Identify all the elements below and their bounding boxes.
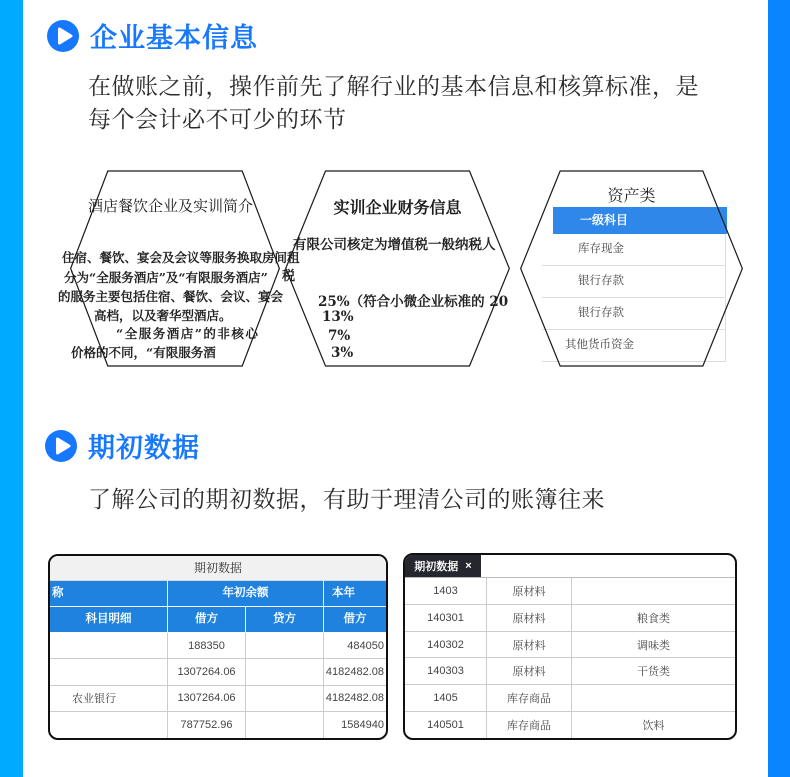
column-header: 贷方 (246, 607, 324, 632)
cell-debit: 1307264.06 (168, 686, 246, 711)
hexagon-text-line: 有限公司核定为增值税一般纳税人 (293, 237, 496, 253)
initial-data-accounts-table (403, 553, 737, 740)
cell-code: 1403 (405, 578, 487, 604)
cell-code: 140501 (405, 712, 487, 738)
section-header-initial-data (45, 426, 200, 465)
cell-credit (246, 659, 324, 684)
table-row (405, 632, 735, 659)
table-row (405, 605, 735, 632)
cell-name: 原材料 (487, 578, 572, 604)
right-accent-strip (768, 0, 790, 777)
hexagon-asset-accounts (520, 170, 743, 367)
table-row (405, 578, 735, 605)
hexagon-text-line: 税 (282, 269, 296, 284)
cell-account (50, 712, 168, 738)
hexagon-text-line: 25%（符合小微企业标准的 20 (318, 294, 509, 310)
cell-debit2: 4182482.08 (325, 665, 384, 678)
column-header: 本年 (332, 587, 355, 599)
cell-name: 库存商品 (487, 712, 572, 738)
table-header-row-groups (50, 581, 386, 607)
cell-category: 饮料 (642, 720, 665, 733)
table-row (50, 633, 386, 659)
column-header: 借方 (343, 613, 367, 625)
hexagon-text-line: 分为“全服务酒店”及“有限服务酒店” (64, 270, 268, 285)
hexagon-text-line: 3% (331, 345, 354, 361)
cell-category: 干货类 (637, 666, 670, 679)
cell-category: 粮食类 (637, 612, 670, 625)
hexagon-text-line: 价格的不同，“有限服务酒 (71, 345, 216, 360)
column-header: 借方 (168, 607, 246, 632)
cell-credit (246, 686, 324, 711)
hexagon-title: 实训企业财务信息 (333, 198, 462, 217)
description-line: 每个会计必不可少的环节 (88, 106, 347, 132)
table-title: 期初数据 (50, 556, 386, 581)
table-row (405, 658, 735, 685)
description-line: 了解公司的期初数据，有助于理清公司的账簿往来 (88, 486, 605, 512)
description-line: 在做账之前，操作前先了解行业的基本信息和核算标准，是 (88, 73, 699, 99)
account-row: 银行存款 (542, 266, 725, 298)
cell-name: 原材料 (487, 605, 572, 631)
cell-debit2: 484050 (347, 639, 384, 652)
cell-category: 调味类 (637, 639, 670, 652)
table-row (50, 659, 386, 685)
cell-debit2: 1584940 (341, 718, 384, 731)
hexagon-company-intro (58, 170, 300, 367)
table-row (50, 712, 386, 738)
cell-name: 原材料 (487, 632, 572, 658)
cell-name: 原材料 (487, 658, 572, 684)
hexagon-outline (520, 170, 743, 367)
column-header: 科目明细 (50, 607, 168, 632)
tab-label: 期初数据 (414, 561, 459, 573)
accounts-grid (405, 577, 735, 738)
cell-debit: 188350 (168, 633, 246, 658)
section-description (88, 483, 605, 516)
hexagon-title: 酒店餐饮企业及实训简介 (88, 197, 254, 215)
table-row (405, 712, 735, 738)
column-header: 称 (50, 581, 168, 606)
cell-name: 库存商品 (487, 685, 572, 711)
hexagon-title: 资产类 (607, 186, 656, 205)
cell-account (50, 633, 168, 658)
cell-code: 1405 (405, 685, 487, 711)
account-row: 其他货币资金 (542, 330, 725, 362)
cell-code: 140301 (405, 605, 487, 631)
section-header-basic-info (47, 16, 258, 55)
cell-credit (246, 633, 324, 658)
cell-credit (246, 712, 324, 738)
hexagon-outline (285, 170, 510, 367)
hexagon-text-line: 的服务主要包括住宿、餐饮、会议、宴会 (58, 289, 284, 304)
hexagon-text-line: 住宿、餐饮、宴会及会议等服务换取房间租 (62, 250, 300, 265)
cell-account: 农业银行 (50, 686, 168, 711)
hexagon-text-line: 高档，以及奢华型酒店。 (94, 308, 232, 323)
hexagon-text-line: 7% (328, 328, 351, 344)
cell-code: 140303 (405, 658, 487, 684)
play-icon (47, 20, 79, 52)
account-table-header: 一级科目 (553, 207, 727, 234)
play-icon (45, 430, 77, 462)
cell-debit: 787752.96 (168, 712, 246, 738)
left-accent-strip (0, 0, 23, 777)
section-description (88, 70, 699, 136)
cell-account (50, 659, 168, 684)
section-title: 期初数据 (88, 433, 200, 463)
hexagon-outline (70, 170, 280, 367)
table-row (50, 686, 386, 712)
close-icon[interactable]: × (465, 559, 472, 572)
table-header-row-columns (50, 607, 386, 633)
cell-category (572, 685, 735, 711)
account-row: 库存现金 (542, 234, 725, 266)
table-row (405, 685, 735, 712)
tab-initial-data[interactable] (405, 555, 481, 577)
cell-debit2: 4182482.08 (325, 692, 384, 705)
account-row: 银行存款 (542, 298, 725, 330)
section-title: 企业基本信息 (90, 23, 258, 53)
column-header: 年初余额 (168, 581, 324, 606)
hexagon-text-line: 13% (322, 309, 354, 325)
initial-data-balance-table (48, 554, 388, 740)
hexagon-text-line: “全服务酒店”的非核心 (116, 326, 260, 341)
cell-category (572, 578, 735, 604)
hexagon-finance-info (282, 170, 510, 367)
cell-code: 140302 (405, 632, 487, 658)
cell-debit: 1307264.06 (168, 659, 246, 684)
